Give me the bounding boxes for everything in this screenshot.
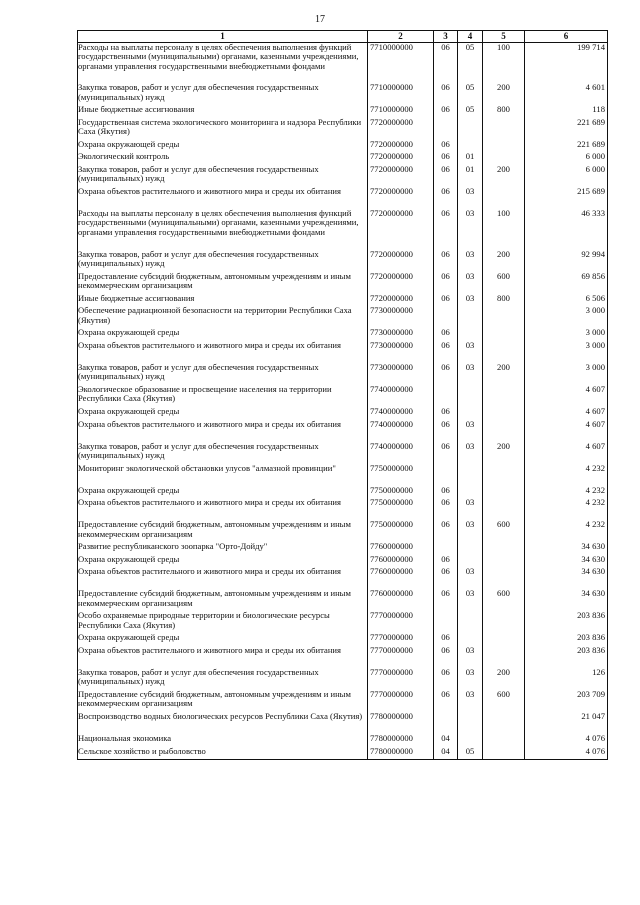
row-expense-type xyxy=(483,407,525,420)
row-section: 04 xyxy=(434,747,458,760)
row-code: 7750000000 xyxy=(368,486,434,499)
row-code: 7720000000 xyxy=(368,187,434,209)
row-sum: 118 xyxy=(525,105,608,118)
row-name: Предоставление субсидий бюджетным, автономным учреждениям и иным некоммерческим организациям xyxy=(78,520,368,542)
row-section: 06 xyxy=(434,341,458,363)
row-section: 06 xyxy=(434,187,458,209)
table-row xyxy=(78,407,608,420)
row-section: 06 xyxy=(434,646,458,668)
table-row xyxy=(78,498,608,520)
row-code: 7720000000 xyxy=(368,152,434,165)
row-expense-type xyxy=(483,734,525,747)
table-row xyxy=(78,341,608,363)
row-name: Охрана окружающей среды xyxy=(78,140,368,153)
row-code: 7760000000 xyxy=(368,555,434,568)
table-row xyxy=(78,209,608,250)
row-expense-type xyxy=(483,420,525,442)
row-section xyxy=(434,464,458,486)
row-subsection: 03 xyxy=(458,520,483,542)
row-sum: 4 607 xyxy=(525,442,608,464)
row-sum: 4 232 xyxy=(525,498,608,520)
row-expense-type xyxy=(483,567,525,589)
row-section: 06 xyxy=(434,486,458,499)
row-expense-type xyxy=(483,306,525,328)
row-section xyxy=(434,118,458,140)
table-row xyxy=(78,420,608,442)
row-section: 06 xyxy=(434,152,458,165)
row-code: 7770000000 xyxy=(368,690,434,712)
row-subsection: 03 xyxy=(458,209,483,250)
row-section: 06 xyxy=(434,690,458,712)
row-code: 7720000000 xyxy=(368,272,434,294)
header-col-2: 2 xyxy=(368,31,434,43)
row-name: Развитие республиканского зоопарка "Орто-Дойду" xyxy=(78,542,368,555)
row-section: 06 xyxy=(434,668,458,690)
row-sum: 199 714 xyxy=(525,43,608,84)
row-code: 7720000000 xyxy=(368,140,434,153)
row-section: 04 xyxy=(434,734,458,747)
row-name: Воспроизводство водных биологических ресурсов Республики Саха (Якутия) xyxy=(78,712,368,734)
row-sum: 4 076 xyxy=(525,747,608,760)
row-name: Охрана окружающей среды xyxy=(78,486,368,499)
row-code: 7730000000 xyxy=(368,363,434,385)
row-code: 7760000000 xyxy=(368,542,434,555)
row-subsection: 01 xyxy=(458,165,483,187)
row-expense-type: 100 xyxy=(483,43,525,84)
row-expense-type xyxy=(483,611,525,633)
header-col-5: 5 xyxy=(483,31,525,43)
row-section xyxy=(434,306,458,328)
row-expense-type xyxy=(483,385,525,407)
table-row xyxy=(78,520,608,542)
row-subsection xyxy=(458,611,483,633)
row-section: 06 xyxy=(434,442,458,464)
row-subsection: 03 xyxy=(458,294,483,307)
row-code: 7710000000 xyxy=(368,83,434,105)
table-row xyxy=(78,690,608,712)
row-expense-type xyxy=(483,542,525,555)
row-name: Государственная система экологического мониторинга и надзора Республики Саха (Якутия) xyxy=(78,118,368,140)
row-section: 06 xyxy=(434,165,458,187)
row-code: 7740000000 xyxy=(368,385,434,407)
table-row xyxy=(78,306,608,328)
row-name: Национальная экономика xyxy=(78,734,368,747)
row-section: 06 xyxy=(434,498,458,520)
row-code: 7760000000 xyxy=(368,567,434,589)
row-sum: 4 076 xyxy=(525,734,608,747)
row-subsection: 05 xyxy=(458,83,483,105)
row-name: Охрана окружающей среды xyxy=(78,633,368,646)
header-col-4: 4 xyxy=(458,31,483,43)
row-name: Охрана объектов растительного и животного мира и среды их обитания xyxy=(78,420,368,442)
row-name: Охрана объектов растительного и животного мира и среды их обитания xyxy=(78,646,368,668)
row-sum: 6 506 xyxy=(525,294,608,307)
row-section: 06 xyxy=(434,567,458,589)
row-name: Иные бюджетные ассигнования xyxy=(78,294,368,307)
row-sum: 3 000 xyxy=(525,328,608,341)
row-name: Сельское хозяйство и рыболовство xyxy=(78,747,368,760)
row-subsection: 03 xyxy=(458,272,483,294)
row-subsection: 03 xyxy=(458,420,483,442)
row-expense-type xyxy=(483,118,525,140)
row-expense-type xyxy=(483,328,525,341)
row-expense-type xyxy=(483,633,525,646)
row-name: Охрана объектов растительного и животного мира и среды их обитания xyxy=(78,187,368,209)
row-subsection: 01 xyxy=(458,152,483,165)
table-row xyxy=(78,363,608,385)
table-row xyxy=(78,542,608,555)
row-name: Закупка товаров, работ и услуг для обеспечения государственных (муниципальных) нужд xyxy=(78,363,368,385)
row-name: Закупка товаров, работ и услуг для обеспечения государственных (муниципальных) нужд xyxy=(78,442,368,464)
row-section: 06 xyxy=(434,520,458,542)
row-expense-type: 200 xyxy=(483,363,525,385)
row-sum: 4 607 xyxy=(525,407,608,420)
row-sum: 203 836 xyxy=(525,611,608,633)
row-name: Охрана объектов растительного и животного мира и среды их обитания xyxy=(78,567,368,589)
row-subsection xyxy=(458,306,483,328)
row-code: 7770000000 xyxy=(368,611,434,633)
table-row xyxy=(78,712,608,734)
row-sum: 34 630 xyxy=(525,555,608,568)
table-row xyxy=(78,83,608,105)
row-sum: 4 607 xyxy=(525,385,608,407)
row-section: 06 xyxy=(434,294,458,307)
row-expense-type xyxy=(483,747,525,760)
row-subsection: 05 xyxy=(458,105,483,118)
row-expense-type xyxy=(483,341,525,363)
budget-table xyxy=(77,30,608,760)
row-section: 06 xyxy=(434,407,458,420)
row-expense-type: 200 xyxy=(483,668,525,690)
row-subsection xyxy=(458,118,483,140)
row-section: 06 xyxy=(434,589,458,611)
row-expense-type xyxy=(483,555,525,568)
row-code: 7740000000 xyxy=(368,442,434,464)
row-expense-type xyxy=(483,140,525,153)
row-expense-type: 600 xyxy=(483,520,525,542)
row-section: 06 xyxy=(434,328,458,341)
row-code: 7720000000 xyxy=(368,209,434,250)
table-row xyxy=(78,464,608,486)
row-section: 06 xyxy=(434,209,458,250)
row-subsection xyxy=(458,464,483,486)
row-sum: 92 994 xyxy=(525,250,608,272)
row-expense-type: 600 xyxy=(483,690,525,712)
row-expense-type xyxy=(483,646,525,668)
row-name: Расходы на выплаты персоналу в целях обеспечения выполнения функций государственными (муниципальными) органами, казенными учреждениями, органами управления государственными внебюджетными фондами xyxy=(78,209,368,250)
table-row xyxy=(78,385,608,407)
header-col-1: 1 xyxy=(78,31,368,43)
row-subsection xyxy=(458,542,483,555)
row-section xyxy=(434,611,458,633)
row-expense-type xyxy=(483,712,525,734)
row-subsection: 03 xyxy=(458,187,483,209)
table-body xyxy=(78,43,608,760)
row-expense-type xyxy=(483,498,525,520)
row-section xyxy=(434,542,458,555)
row-expense-type xyxy=(483,187,525,209)
row-code: 7730000000 xyxy=(368,328,434,341)
row-code: 7780000000 xyxy=(368,712,434,734)
table-row xyxy=(78,43,608,84)
row-sum: 203 709 xyxy=(525,690,608,712)
row-code: 7740000000 xyxy=(368,407,434,420)
row-code: 7730000000 xyxy=(368,341,434,363)
row-code: 7770000000 xyxy=(368,633,434,646)
row-sum: 4 232 xyxy=(525,486,608,499)
row-sum: 3 000 xyxy=(525,306,608,328)
row-sum: 4 601 xyxy=(525,83,608,105)
row-section: 06 xyxy=(434,105,458,118)
row-sum: 221 689 xyxy=(525,118,608,140)
row-sum: 6 000 xyxy=(525,152,608,165)
row-subsection: 03 xyxy=(458,589,483,611)
row-subsection xyxy=(458,734,483,747)
row-expense-type: 200 xyxy=(483,165,525,187)
row-name: Охрана окружающей среды xyxy=(78,407,368,420)
table-row xyxy=(78,567,608,589)
row-subsection: 03 xyxy=(458,668,483,690)
row-name: Предоставление субсидий бюджетным, автономным учреждениям и иным некоммерческим организациям xyxy=(78,272,368,294)
row-subsection: 05 xyxy=(458,43,483,84)
table-row xyxy=(78,747,608,760)
row-code: 7760000000 xyxy=(368,589,434,611)
row-section: 06 xyxy=(434,272,458,294)
row-sum: 203 836 xyxy=(525,633,608,646)
row-subsection: 03 xyxy=(458,690,483,712)
row-name: Закупка товаров, работ и услуг для обеспечения государственных (муниципальных) нужд xyxy=(78,165,368,187)
row-sum: 3 000 xyxy=(525,341,608,363)
row-section xyxy=(434,712,458,734)
row-sum: 4 232 xyxy=(525,464,608,486)
row-code: 7750000000 xyxy=(368,464,434,486)
row-name: Предоставление субсидий бюджетным, автономным учреждениям и иным некоммерческим организациям xyxy=(78,690,368,712)
row-code: 7770000000 xyxy=(368,668,434,690)
table-row xyxy=(78,118,608,140)
row-code: 7740000000 xyxy=(368,420,434,442)
row-name: Закупка товаров, работ и услуг для обеспечения государственных (муниципальных) нужд xyxy=(78,250,368,272)
row-name: Охрана объектов растительного и животного мира и среды их обитания xyxy=(78,498,368,520)
row-subsection: 03 xyxy=(458,341,483,363)
table-header-row xyxy=(78,31,608,43)
row-expense-type: 600 xyxy=(483,272,525,294)
row-code: 7730000000 xyxy=(368,306,434,328)
row-sum: 69 856 xyxy=(525,272,608,294)
row-expense-type: 800 xyxy=(483,294,525,307)
row-name: Предоставление субсидий бюджетным, автономным учреждениям и иным некоммерческим организациям xyxy=(78,589,368,611)
table-row xyxy=(78,250,608,272)
row-section: 06 xyxy=(434,633,458,646)
table-row xyxy=(78,442,608,464)
row-code: 7780000000 xyxy=(368,747,434,760)
row-subsection xyxy=(458,407,483,420)
row-sum: 4 232 xyxy=(525,520,608,542)
row-sum: 6 000 xyxy=(525,165,608,187)
row-code: 7710000000 xyxy=(368,43,434,84)
row-expense-type: 800 xyxy=(483,105,525,118)
row-name: Закупка товаров, работ и услуг для обеспечения государственных (муниципальных) нужд xyxy=(78,83,368,105)
row-section: 06 xyxy=(434,250,458,272)
row-code: 7720000000 xyxy=(368,165,434,187)
row-sum: 46 333 xyxy=(525,209,608,250)
row-subsection: 03 xyxy=(458,646,483,668)
row-expense-type: 100 xyxy=(483,209,525,250)
row-code: 7720000000 xyxy=(368,294,434,307)
row-sum: 215 689 xyxy=(525,187,608,209)
row-expense-type: 200 xyxy=(483,250,525,272)
row-code: 7720000000 xyxy=(368,250,434,272)
row-subsection xyxy=(458,712,483,734)
header-col-3: 3 xyxy=(434,31,458,43)
row-sum: 21 047 xyxy=(525,712,608,734)
row-code: 7780000000 xyxy=(368,734,434,747)
row-expense-type: 600 xyxy=(483,589,525,611)
row-expense-type: 200 xyxy=(483,442,525,464)
row-sum: 34 630 xyxy=(525,567,608,589)
row-name: Экологическое образование и просвещение населения на территории Республики Саха (Якутия) xyxy=(78,385,368,407)
row-name: Охрана объектов растительного и животного мира и среды их обитания xyxy=(78,341,368,363)
row-subsection xyxy=(458,385,483,407)
header-col-6: 6 xyxy=(525,31,608,43)
row-subsection: 03 xyxy=(458,442,483,464)
row-code: 7770000000 xyxy=(368,646,434,668)
row-name: Охрана окружающей среды xyxy=(78,328,368,341)
row-section: 06 xyxy=(434,555,458,568)
row-expense-type: 200 xyxy=(483,83,525,105)
row-name: Обеспечение радиационной безопасности на территории Республики Саха (Якутия) xyxy=(78,306,368,328)
row-name: Расходы на выплаты персоналу в целях обеспечения выполнения функций государственными (муниципальными) органами, казенными учреждениями, органами управления государственными внебюджетными фондами xyxy=(78,43,368,84)
table-row xyxy=(78,611,608,633)
row-section: 06 xyxy=(434,83,458,105)
row-subsection: 03 xyxy=(458,498,483,520)
table-row xyxy=(78,272,608,294)
row-sum: 34 630 xyxy=(525,542,608,555)
row-expense-type xyxy=(483,486,525,499)
row-section: 06 xyxy=(434,140,458,153)
row-section: 06 xyxy=(434,43,458,84)
row-sum: 34 630 xyxy=(525,589,608,611)
table-row xyxy=(78,734,608,747)
row-name: Экологический контроль xyxy=(78,152,368,165)
table-row xyxy=(78,646,608,668)
row-name: Закупка товаров, работ и услуг для обеспечения государственных (муниципальных) нужд xyxy=(78,668,368,690)
page-number: 17 xyxy=(315,14,325,25)
row-subsection: 05 xyxy=(458,747,483,760)
row-name: Мониторинг экологической обстановки улусов "алмазной провинции" xyxy=(78,464,368,486)
row-section: 06 xyxy=(434,363,458,385)
row-sum: 203 836 xyxy=(525,646,608,668)
row-code: 7710000000 xyxy=(368,105,434,118)
row-sum: 126 xyxy=(525,668,608,690)
row-expense-type xyxy=(483,464,525,486)
row-subsection: 03 xyxy=(458,363,483,385)
row-name: Особо охраняемые природные территории и биологические ресурсы Республики Саха (Якутия) xyxy=(78,611,368,633)
row-section: 06 xyxy=(434,420,458,442)
table-row xyxy=(78,165,608,187)
row-code: 7750000000 xyxy=(368,520,434,542)
row-code: 7720000000 xyxy=(368,118,434,140)
table-row xyxy=(78,668,608,690)
row-sum: 3 000 xyxy=(525,363,608,385)
row-sum: 221 689 xyxy=(525,140,608,153)
table-row xyxy=(78,589,608,611)
row-subsection: 03 xyxy=(458,250,483,272)
row-name: Охрана окружающей среды xyxy=(78,555,368,568)
row-subsection: 03 xyxy=(458,567,483,589)
row-code: 7750000000 xyxy=(368,498,434,520)
row-name: Иные бюджетные ассигнования xyxy=(78,105,368,118)
row-sum: 4 607 xyxy=(525,420,608,442)
row-section xyxy=(434,385,458,407)
table-row xyxy=(78,105,608,118)
table-row xyxy=(78,187,608,209)
